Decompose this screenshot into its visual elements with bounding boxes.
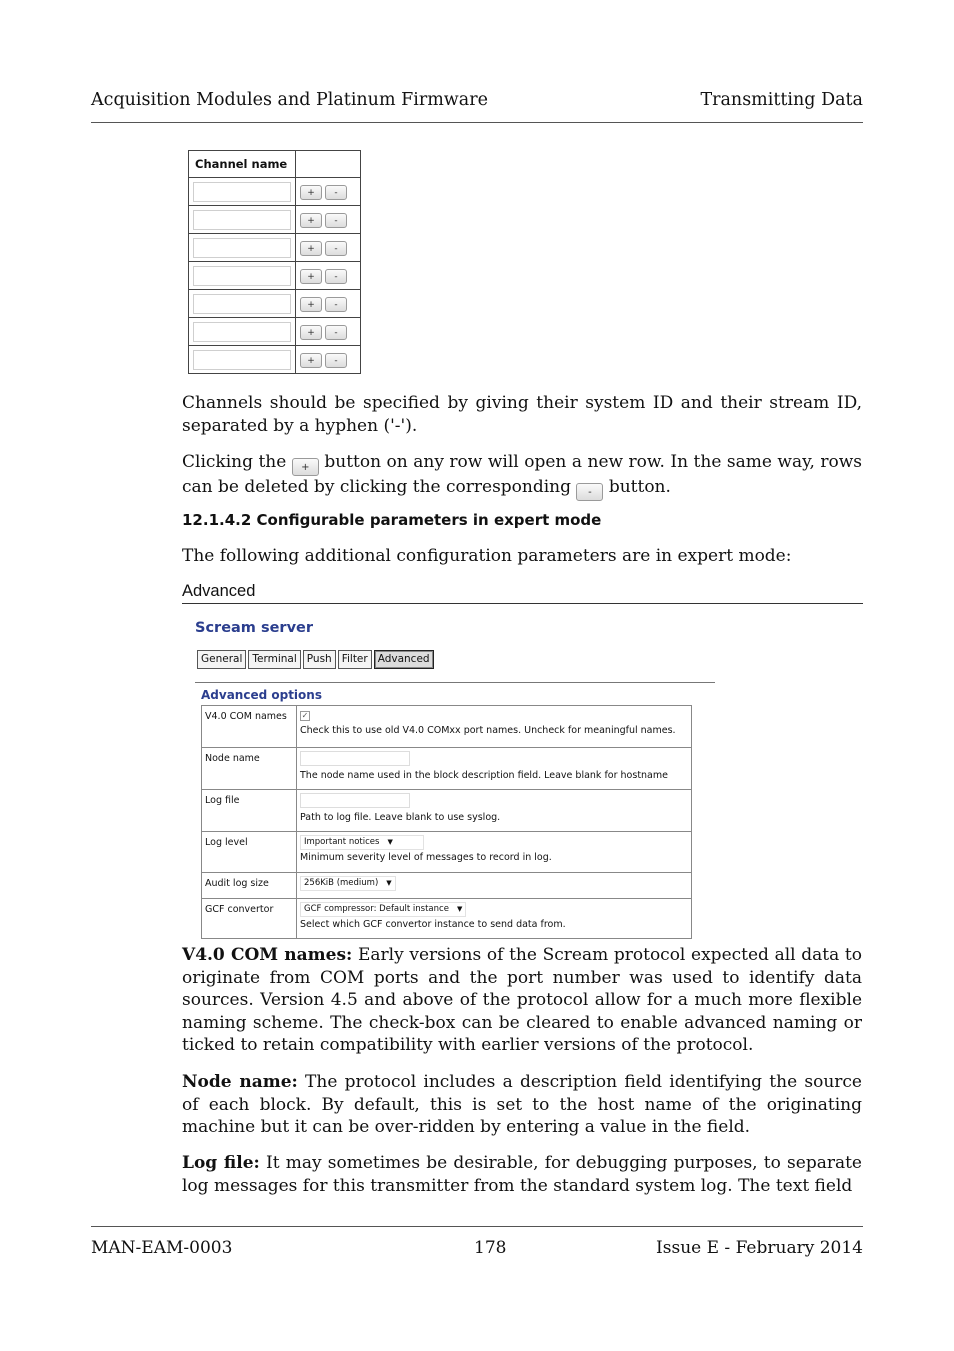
v40-com-names-label: V4.0 COM names — [202, 706, 297, 748]
tab-push[interactable]: Push — [303, 650, 336, 669]
table-row — [189, 346, 361, 374]
inline-plus-button: + — [292, 458, 319, 476]
audit-log-size-select[interactable] — [300, 876, 396, 891]
gcf-convertor-label: GCF convertor — [202, 899, 297, 939]
tab-general[interactable]: General — [197, 650, 246, 669]
gcf-convertor-value: GCF compressor: Default instance — [304, 904, 449, 914]
inline-minus-button: - — [576, 483, 603, 501]
v40-com-names-desc: Check this to use old V4.0 COMxx port names. Uncheck for meaningful names. — [300, 725, 676, 736]
advanced-heading: Advanced — [182, 582, 863, 604]
node-name-paragraph — [182, 1071, 862, 1139]
channel-name-table — [188, 150, 361, 374]
tab-terminal[interactable]: Terminal — [248, 650, 300, 669]
node-name-term: Node name: — [182, 1072, 298, 1092]
header-left: Acquisition Modules and Platinum Firmware — [91, 90, 488, 110]
scream-server-panel — [194, 616, 716, 930]
add-row-button[interactable]: + — [300, 185, 322, 200]
gcf-convertor-desc: Select which GCF convertor instance to send data from. — [300, 919, 566, 930]
table-row — [202, 706, 692, 748]
channel-input[interactable] — [193, 294, 291, 314]
audit-log-size-label: Audit log size — [202, 873, 297, 899]
delete-row-button[interactable]: - — [325, 185, 347, 200]
footer-doc-id: MAN-EAM-0003 — [91, 1238, 233, 1258]
delete-row-button[interactable]: - — [325, 269, 347, 284]
log-file-paragraph — [182, 1152, 862, 1197]
channel-input[interactable] — [193, 350, 291, 370]
table-row — [202, 899, 692, 939]
add-row-button[interactable]: + — [300, 213, 322, 228]
header-right: Transmitting Data — [700, 90, 863, 110]
audit-log-size-value: 256KiB (medium) — [304, 878, 379, 888]
node-name-input[interactable] — [300, 751, 410, 766]
v40-text: Early versions of the Scream protocol expected all data to originate from COM ports and the port number was used to identify data sources. Version 4.5 and above of the protocol allow for a much more flexible naming scheme. The check-box can be cleared to enable advanced naming or ticked to retain compatibility with earlier versions of the protocol. — [182, 945, 862, 1055]
table-row — [189, 234, 361, 262]
log-file-term: Log file: — [182, 1153, 260, 1173]
expert-intro-paragraph: The following additional configuration parameters are in expert mode: — [182, 546, 792, 566]
add-row-button[interactable]: + — [300, 325, 322, 340]
table-row — [202, 832, 692, 873]
log-level-select[interactable] — [300, 835, 424, 850]
subsection-heading: 12.1.4.2 Configurable parameters in expert mode — [182, 511, 602, 529]
tab-bar — [197, 650, 436, 669]
channel-input[interactable] — [193, 182, 291, 202]
v40-com-names-checkbox[interactable]: ✓ — [301, 711, 309, 720]
channel-input[interactable] — [193, 210, 291, 230]
page-number: 178 — [474, 1238, 507, 1258]
tab-advanced[interactable]: Advanced — [374, 650, 434, 669]
add-row-button[interactable]: + — [300, 241, 322, 256]
table-row — [189, 178, 361, 206]
node-name-label: Node name — [202, 748, 297, 790]
channels-paragraph: Channels should be specified by giving their system ID and their stream ID, separated by a hyphen ('-'). — [182, 393, 862, 436]
channel-input[interactable] — [193, 322, 291, 342]
page-footer — [91, 1226, 863, 1258]
table-row — [189, 262, 361, 290]
delete-row-button[interactable]: - — [325, 297, 347, 312]
log-file-text: It may sometimes be desirable, for debugging purposes, to separate log messages for this transmitter from the standard system log. The text field — [182, 1153, 862, 1196]
log-file-label: Log file — [202, 790, 297, 832]
clicking-paragraph — [182, 451, 862, 501]
channel-actions-header — [296, 151, 361, 178]
chevron-down-icon: ▼ — [386, 879, 392, 887]
table-row — [189, 290, 361, 318]
table-row — [189, 206, 361, 234]
node-name-desc: The node name used in the block description field. Leave blank for hostname — [300, 770, 668, 781]
add-row-button[interactable]: + — [300, 269, 322, 284]
tab-filter[interactable]: Filter — [338, 650, 372, 669]
advanced-options-title: Advanced options — [201, 688, 322, 702]
v40-term: V4.0 COM names: — [182, 945, 353, 965]
delete-row-button[interactable]: - — [325, 213, 347, 228]
chevron-down-icon: ▼ — [387, 838, 393, 846]
delete-row-button[interactable]: - — [325, 325, 347, 340]
table-row — [202, 748, 692, 790]
table-row — [202, 873, 692, 899]
log-level-desc: Minimum severity level of messages to record in log. — [300, 852, 552, 863]
add-row-button[interactable]: + — [300, 353, 322, 368]
v40-paragraph — [182, 944, 862, 1057]
log-file-input[interactable] — [300, 793, 410, 808]
channel-input[interactable] — [193, 238, 291, 258]
log-level-label: Log level — [202, 832, 297, 873]
add-row-button[interactable]: + — [300, 297, 322, 312]
chevron-down-icon: ▼ — [456, 905, 463, 913]
log-file-desc: Path to log file. Leave blank to use syslog. — [300, 812, 501, 823]
channel-name-header: Channel name — [189, 151, 296, 178]
advanced-options-table — [201, 705, 692, 939]
panel-title: Scream server — [195, 620, 314, 636]
table-row — [189, 318, 361, 346]
clicking-text-a: Clicking the — [182, 452, 287, 472]
panel-divider — [195, 682, 715, 683]
delete-row-button[interactable]: - — [325, 353, 347, 368]
clicking-text-b: button on any row will open a new row. In the same way, rows can be deleted by clicking the corresponding — [182, 452, 863, 497]
gcf-convertor-select[interactable] — [300, 902, 466, 917]
clicking-text-c: button. — [608, 477, 671, 497]
log-level-value: Important notices — [304, 837, 380, 847]
table-row — [202, 790, 692, 832]
footer-issue: Issue E - February 2014 — [656, 1238, 863, 1258]
channel-input[interactable] — [193, 266, 291, 286]
node-name-text: The protocol includes a description field identifying the source of each block. By default, this is set to the host name of the originating machine but it can be over-ridden by entering a value in the field. — [182, 1072, 862, 1137]
delete-row-button[interactable]: - — [325, 241, 347, 256]
page-header — [91, 90, 863, 123]
